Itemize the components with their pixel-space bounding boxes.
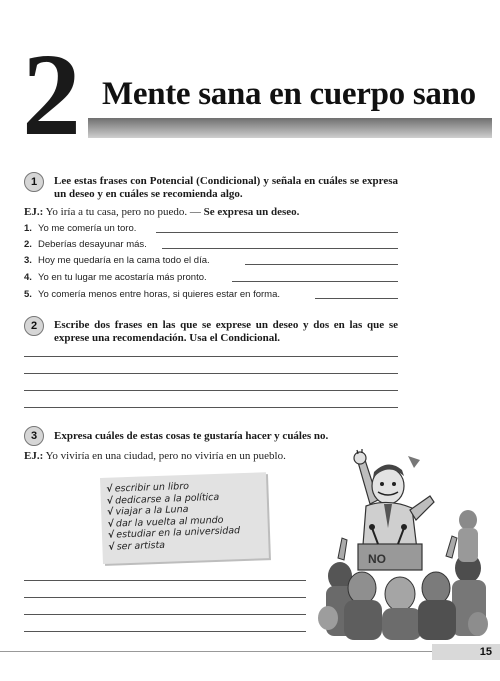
page-number: 15 xyxy=(479,646,492,658)
answer-line[interactable] xyxy=(24,631,306,632)
list-item: √ ser artista xyxy=(108,539,166,553)
check-icon: √ xyxy=(107,518,115,530)
answer-line[interactable] xyxy=(24,407,398,408)
svg-text:NO: NO xyxy=(368,552,386,566)
list-item: 5. Yo comería menos entre horas, si quieres estar en forma. xyxy=(24,289,281,300)
list-item: 1. Yo me comería un toro. xyxy=(24,223,137,234)
exercise-3-number: 3 xyxy=(24,426,44,446)
list-item: √ viajar a la Luna xyxy=(107,504,189,518)
answer-line[interactable] xyxy=(24,390,398,391)
chapter-title: Mente sana en cuerpo sano xyxy=(102,76,476,112)
politician-speech-illustration xyxy=(318,448,490,640)
check-icon: √ xyxy=(106,495,114,507)
list-item: 3. Hoy me quedaría en la cama todo el día. xyxy=(24,255,210,266)
list-item: 4. Yo en tu lugar me acostaría más pronto. xyxy=(24,272,207,283)
activities-note-card xyxy=(100,472,269,564)
answer-line[interactable] xyxy=(232,281,398,282)
answer-line[interactable] xyxy=(24,356,398,357)
exercise-1-instruction: Lee estas frases con Potencial (Condicional) y señala en cuáles se expresa un deseo y en cuáles se recomienda algo. xyxy=(54,175,398,200)
answer-line[interactable] xyxy=(162,248,398,249)
example-answer: Se expresa un deseo. xyxy=(203,206,300,218)
check-icon: √ xyxy=(108,541,115,553)
exercise-3-instruction: Expresa cuáles de estas cosas te gustaría hacer y cuáles no. xyxy=(54,430,329,442)
check-icon: √ xyxy=(107,529,115,542)
answer-line[interactable] xyxy=(156,232,398,233)
exercise-2-instruction: Escribe dos frases en las que se exprese un deseo y dos en las que se exprese una recomendación. Usa el Condicional. xyxy=(54,319,398,344)
answer-line[interactable] xyxy=(24,580,306,581)
list-item: √ estudiar en la universidad xyxy=(107,525,241,542)
example-sentence: Yo viviría en una ciudad, pero no viviría en un pueblo. xyxy=(45,450,286,462)
exercise-1-example xyxy=(24,206,299,218)
answer-line[interactable] xyxy=(245,264,398,265)
title-underline-bar xyxy=(88,118,492,138)
footer-rule xyxy=(0,651,432,652)
check-icon: √ xyxy=(107,506,114,518)
list-item: 2. Deberías desayunar más. xyxy=(24,239,147,250)
exercise-3-example xyxy=(24,450,286,462)
list-item: √ dedicarse a la política xyxy=(106,491,220,507)
exercise-1-number: 1 xyxy=(24,172,44,192)
answer-line[interactable] xyxy=(24,614,306,615)
answer-line[interactable] xyxy=(315,298,398,299)
check-icon: √ xyxy=(106,483,113,495)
exercise-2-number: 2 xyxy=(24,316,44,336)
example-sentence: Yo iría a tu casa, pero no puedo. — xyxy=(45,206,201,218)
answer-line[interactable] xyxy=(24,373,398,374)
answer-line[interactable] xyxy=(24,597,306,598)
chapter-number: 2 xyxy=(22,29,77,160)
list-item: √ escribir un libro xyxy=(106,480,190,495)
example-label: EJ.: xyxy=(24,450,44,462)
example-label: EJ.: xyxy=(24,206,44,218)
list-item: √ dar la vuelta al mundo xyxy=(107,514,224,530)
